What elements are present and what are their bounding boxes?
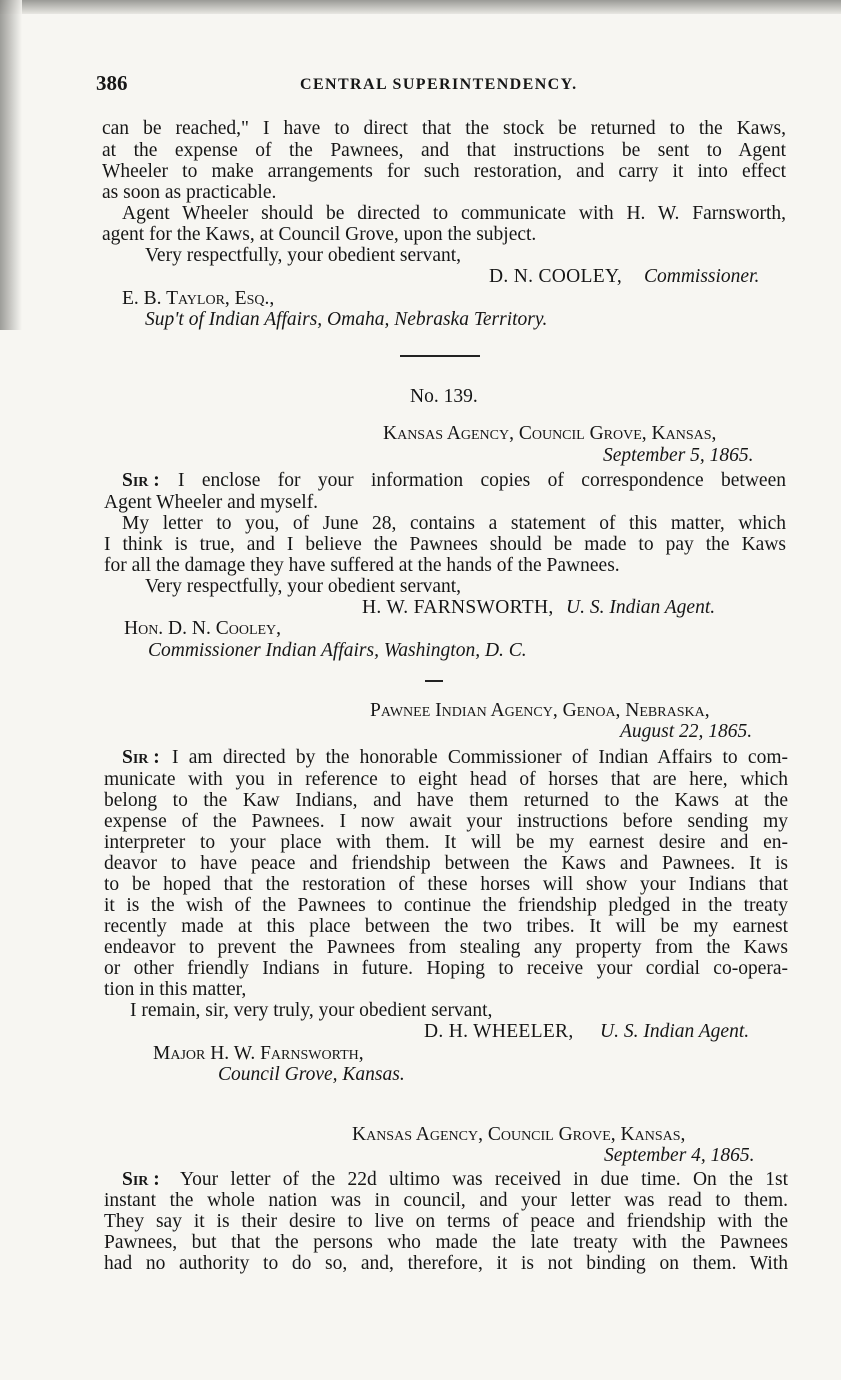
pawnee-line-8: it is the wish of the Pawnees to continue the friendship pledged in the treaty bbox=[104, 895, 788, 916]
pawnee-line-1: I am directed by the honorable Commissioner of Indian Affairs to com- bbox=[172, 747, 788, 768]
running-title: CENTRAL SUPERINTENDENCY. bbox=[300, 76, 578, 93]
pawnee-line-12: tion in this matter, bbox=[104, 979, 247, 1000]
pawnee-place: Pawnee Indian Agency, Genoa, Nebraska, bbox=[370, 700, 710, 721]
doc139-line-3: My letter to you, of June 28, contains a statement of this matter, which bbox=[122, 513, 786, 534]
short-divider bbox=[425, 680, 443, 682]
pawnee-line-10: endeavor to prevent the Pawnees from stealing any property from the Kaws bbox=[104, 937, 788, 958]
pawnee-line-3: belong to the Kaw Indians, and have them returned to the Kaws at the bbox=[104, 790, 788, 811]
pawnee-line-7: to be hoped that the restoration of these horses will show your Indians that bbox=[104, 874, 788, 895]
letter1-line-6: agent for the Kaws, at Council Grove, upon the subject. bbox=[102, 224, 537, 245]
doc139-line-5: for all the damage they have suffered at the hands of the Pawnees. bbox=[104, 555, 620, 576]
doc139-line-4: I think is true, and I believe the Pawnees should be made to pay the Kaws bbox=[104, 534, 786, 555]
kansas-line-3: They say it is their desire to live on terms of peace and friendship with the bbox=[104, 1211, 788, 1232]
letter1-addressee-title: Sup't of Indian Affairs, Omaha, Nebraska Territory. bbox=[145, 309, 548, 330]
letter1-signer-title: Commissioner. bbox=[644, 266, 760, 287]
doc139-signer: H. W. FARNSWORTH, bbox=[362, 597, 554, 618]
pawnee-line-2: municate with you in reference to eight head of horses that are here, which bbox=[104, 769, 788, 790]
doc139-place: Kansas Agency, Council Grove, Kansas, bbox=[383, 423, 717, 444]
letter1-line-4: as soon as practicable. bbox=[102, 182, 277, 203]
doc139-date: September 5, 1865. bbox=[603, 445, 754, 466]
pawnee-salutation: Sir : bbox=[122, 747, 160, 768]
pawnee-signer-title: U. S. Indian Agent. bbox=[600, 1021, 750, 1042]
doc139-signer-title: U. S. Indian Agent. bbox=[566, 597, 716, 618]
doc139-addressee: Hon. D. N. Cooley, bbox=[124, 618, 282, 639]
pawnee-addressee-title: Council Grove, Kansas. bbox=[218, 1064, 405, 1085]
kansas-line-2: instant the whole nation was in council, and your letter was read to them. bbox=[104, 1190, 788, 1211]
letter1-line-5: Agent Wheeler should be directed to communicate with H. W. Farnsworth, bbox=[122, 203, 786, 224]
doc139-line-2: Agent Wheeler and myself. bbox=[104, 492, 319, 513]
doc139-line-1: I enclose for your information copies of correspondence between bbox=[178, 470, 786, 491]
section-divider bbox=[400, 355, 480, 357]
pawnee-line-5: interpreter to your place with them. It will be my earnest desire and en- bbox=[104, 832, 788, 853]
letter1-signer: D. N. COOLEY, bbox=[489, 266, 623, 287]
doc139-salutation: Sir : bbox=[122, 470, 160, 491]
page-number: 386 bbox=[96, 71, 128, 95]
pawnee-line-6: deavor to have peace and friendship between the Kaws and Pawnees. It is bbox=[104, 853, 788, 874]
pawnee-line-11: or other friendly Indians in future. Hoping to receive your cordial co-opera- bbox=[104, 958, 788, 979]
letter1-line-3: Wheeler to make arrangements for such restoration, and carry it into effect bbox=[102, 161, 786, 182]
letter1-line-1: can be reached," I have to direct that the stock be returned to the Kaws, bbox=[102, 118, 786, 139]
pawnee-addressee: Major H. W. Farnsworth, bbox=[153, 1043, 364, 1064]
kansas-salutation: Sir : bbox=[122, 1169, 160, 1190]
doc139-addressee-title: Commissioner Indian Affairs, Washington, D. C. bbox=[148, 640, 527, 661]
doc139-closing: Very respectfully, your obedient servant, bbox=[145, 576, 462, 597]
letter1-addressee: E. B. Taylor, Esq., bbox=[122, 288, 275, 309]
pawnee-line-4: expense of the Pawnees. I now await your instructions before sending my bbox=[104, 811, 788, 832]
kansas-date: September 4, 1865. bbox=[604, 1145, 755, 1166]
pawnee-date: August 22, 1865. bbox=[620, 721, 753, 742]
document-number: No. 139. bbox=[410, 386, 478, 407]
kansas-line-4: Pawnees, but that the persons who made the late treaty with the Pawnees bbox=[104, 1232, 788, 1253]
pawnee-line-9: recently made at this place between the two tribes. It will be my earnest bbox=[104, 916, 788, 937]
kansas-place: Kansas Agency, Council Grove, Kansas, bbox=[352, 1124, 686, 1145]
kansas-line-5: had no authority to do so, and, therefore, it is not binding on them. With bbox=[104, 1253, 788, 1274]
letter1-closing: Very respectfully, your obedient servant, bbox=[145, 245, 462, 266]
pawnee-signer: D. H. WHEELER, bbox=[424, 1021, 574, 1042]
letter1-line-2: at the expense of the Pawnees, and that instructions be sent to Agent bbox=[102, 140, 786, 161]
pawnee-closing: I remain, sir, very truly, your obedient servant, bbox=[130, 1000, 493, 1021]
kansas-line-1: Your letter of the 22d ultimo was received in due time. On the 1st bbox=[180, 1169, 788, 1190]
